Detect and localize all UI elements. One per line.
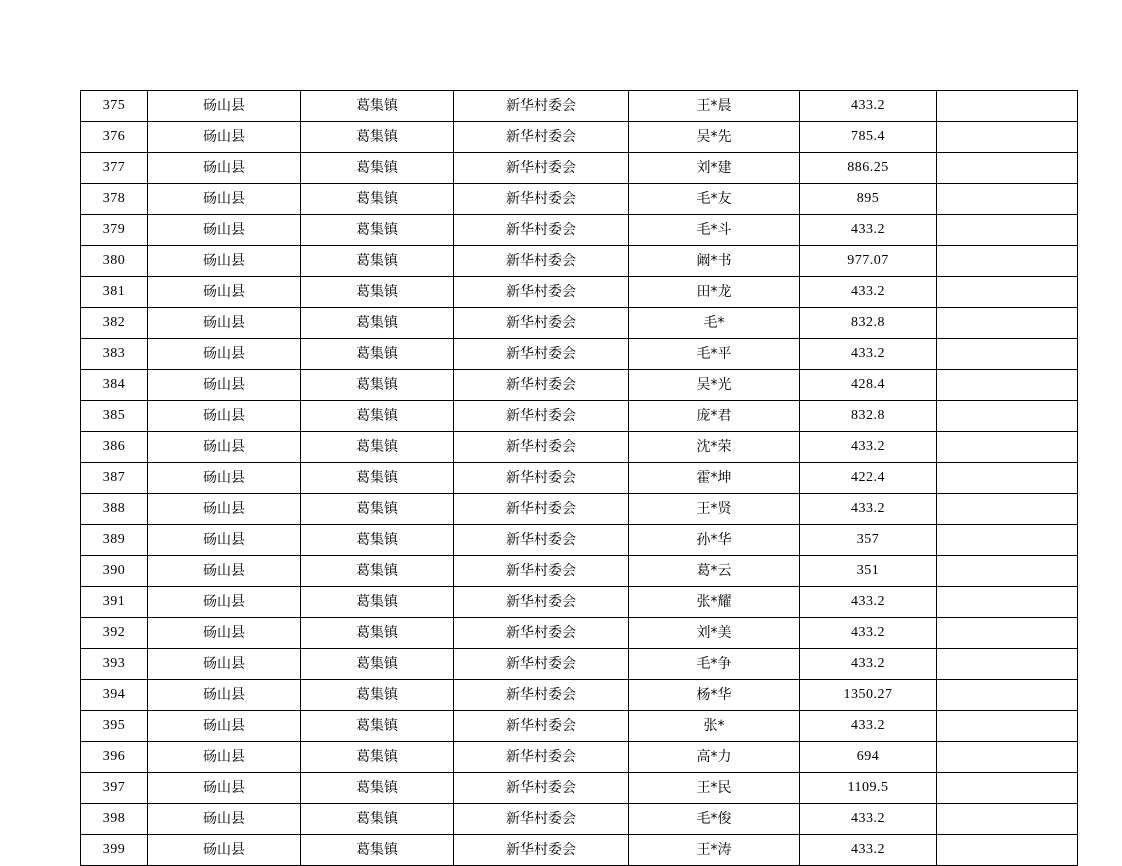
cell-amount: 694 — [800, 742, 937, 773]
cell-village: 新华村委会 — [454, 773, 629, 804]
cell-town: 葛集镇 — [301, 184, 454, 215]
cell-village: 新华村委会 — [454, 587, 629, 618]
cell-name: 孙*华 — [629, 525, 800, 556]
cell-blank — [937, 587, 1078, 618]
cell-county: 砀山县 — [148, 91, 301, 122]
cell-index: 389 — [81, 525, 148, 556]
cell-blank — [937, 494, 1078, 525]
cell-index: 399 — [81, 835, 148, 866]
cell-blank — [937, 153, 1078, 184]
cell-village: 新华村委会 — [454, 556, 629, 587]
cell-county: 砀山县 — [148, 835, 301, 866]
cell-blank — [937, 277, 1078, 308]
table-row — [81, 277, 1078, 308]
cell-index: 384 — [81, 370, 148, 401]
cell-amount: 433.2 — [800, 618, 937, 649]
cell-blank — [937, 122, 1078, 153]
cell-town: 葛集镇 — [301, 742, 454, 773]
cell-town: 葛集镇 — [301, 370, 454, 401]
cell-village: 新华村委会 — [454, 91, 629, 122]
cell-village: 新华村委会 — [454, 618, 629, 649]
cell-index: 382 — [81, 308, 148, 339]
table-row — [81, 742, 1078, 773]
cell-blank — [937, 835, 1078, 866]
cell-name: 刘*美 — [629, 618, 800, 649]
cell-village: 新华村委会 — [454, 184, 629, 215]
cell-blank — [937, 308, 1078, 339]
subsidy-table — [80, 90, 1078, 866]
cell-amount: 1350.27 — [800, 680, 937, 711]
table-row — [81, 525, 1078, 556]
cell-name: 霍*坤 — [629, 463, 800, 494]
table-row — [81, 773, 1078, 804]
cell-village: 新华村委会 — [454, 835, 629, 866]
table-row — [81, 308, 1078, 339]
cell-blank — [937, 680, 1078, 711]
cell-village: 新华村委会 — [454, 494, 629, 525]
cell-county: 砀山县 — [148, 401, 301, 432]
cell-blank — [937, 711, 1078, 742]
cell-amount: 433.2 — [800, 804, 937, 835]
cell-county: 砀山县 — [148, 556, 301, 587]
table-row — [81, 649, 1078, 680]
cell-amount: 351 — [800, 556, 937, 587]
cell-county: 砀山县 — [148, 804, 301, 835]
cell-village: 新华村委会 — [454, 711, 629, 742]
cell-amount: 428.4 — [800, 370, 937, 401]
cell-blank — [937, 804, 1078, 835]
cell-blank — [937, 184, 1078, 215]
table-row — [81, 463, 1078, 494]
cell-village: 新华村委会 — [454, 680, 629, 711]
table-row — [81, 835, 1078, 866]
cell-village: 新华村委会 — [454, 649, 629, 680]
cell-town: 葛集镇 — [301, 556, 454, 587]
cell-blank — [937, 742, 1078, 773]
cell-town: 葛集镇 — [301, 463, 454, 494]
cell-village: 新华村委会 — [454, 401, 629, 432]
cell-town: 葛集镇 — [301, 277, 454, 308]
table-body — [81, 91, 1078, 866]
cell-blank — [937, 773, 1078, 804]
cell-county: 砀山县 — [148, 339, 301, 370]
cell-county: 砀山县 — [148, 370, 301, 401]
cell-name: 庞*君 — [629, 401, 800, 432]
cell-index: 391 — [81, 587, 148, 618]
cell-index: 378 — [81, 184, 148, 215]
cell-index: 395 — [81, 711, 148, 742]
cell-amount: 433.2 — [800, 494, 937, 525]
cell-name: 毛* — [629, 308, 800, 339]
cell-name: 田*龙 — [629, 277, 800, 308]
cell-amount: 433.2 — [800, 215, 937, 246]
cell-name: 王*民 — [629, 773, 800, 804]
table-row — [81, 618, 1078, 649]
cell-county: 砀山县 — [148, 215, 301, 246]
cell-blank — [937, 432, 1078, 463]
cell-town: 葛集镇 — [301, 804, 454, 835]
cell-town: 葛集镇 — [301, 711, 454, 742]
table-row — [81, 370, 1078, 401]
cell-name: 毛*平 — [629, 339, 800, 370]
cell-name: 沈*荣 — [629, 432, 800, 463]
cell-name: 吴*光 — [629, 370, 800, 401]
cell-index: 381 — [81, 277, 148, 308]
cell-index: 390 — [81, 556, 148, 587]
cell-village: 新华村委会 — [454, 215, 629, 246]
cell-county: 砀山县 — [148, 463, 301, 494]
cell-county: 砀山县 — [148, 680, 301, 711]
cell-town: 葛集镇 — [301, 587, 454, 618]
cell-county: 砀山县 — [148, 587, 301, 618]
cell-town: 葛集镇 — [301, 649, 454, 680]
cell-index: 387 — [81, 463, 148, 494]
cell-name: 阚*书 — [629, 246, 800, 277]
cell-amount: 832.8 — [800, 308, 937, 339]
cell-blank — [937, 91, 1078, 122]
cell-county: 砀山县 — [148, 122, 301, 153]
cell-blank — [937, 401, 1078, 432]
cell-amount: 433.2 — [800, 711, 937, 742]
cell-town: 葛集镇 — [301, 339, 454, 370]
cell-village: 新华村委会 — [454, 277, 629, 308]
cell-village: 新华村委会 — [454, 339, 629, 370]
table-row — [81, 494, 1078, 525]
cell-blank — [937, 339, 1078, 370]
cell-name: 刘*建 — [629, 153, 800, 184]
cell-index: 398 — [81, 804, 148, 835]
cell-blank — [937, 463, 1078, 494]
table-row — [81, 556, 1078, 587]
cell-index: 379 — [81, 215, 148, 246]
cell-amount: 433.2 — [800, 91, 937, 122]
cell-town: 葛集镇 — [301, 773, 454, 804]
cell-village: 新华村委会 — [454, 370, 629, 401]
cell-amount: 977.07 — [800, 246, 937, 277]
cell-index: 386 — [81, 432, 148, 463]
cell-amount: 433.2 — [800, 649, 937, 680]
cell-village: 新华村委会 — [454, 525, 629, 556]
cell-index: 393 — [81, 649, 148, 680]
cell-town: 葛集镇 — [301, 308, 454, 339]
cell-county: 砀山县 — [148, 184, 301, 215]
cell-village: 新华村委会 — [454, 463, 629, 494]
cell-town: 葛集镇 — [301, 680, 454, 711]
table-row — [81, 339, 1078, 370]
cell-amount: 1109.5 — [800, 773, 937, 804]
cell-town: 葛集镇 — [301, 153, 454, 184]
cell-index: 376 — [81, 122, 148, 153]
cell-town: 葛集镇 — [301, 525, 454, 556]
cell-county: 砀山县 — [148, 308, 301, 339]
cell-name: 毛*争 — [629, 649, 800, 680]
table-row — [81, 680, 1078, 711]
table-row — [81, 587, 1078, 618]
cell-amount: 832.8 — [800, 401, 937, 432]
cell-town: 葛集镇 — [301, 618, 454, 649]
cell-blank — [937, 556, 1078, 587]
cell-amount: 433.2 — [800, 339, 937, 370]
table-row — [81, 246, 1078, 277]
cell-name: 王*贤 — [629, 494, 800, 525]
cell-name: 杨*华 — [629, 680, 800, 711]
cell-county: 砀山县 — [148, 742, 301, 773]
cell-name: 张*耀 — [629, 587, 800, 618]
cell-county: 砀山县 — [148, 773, 301, 804]
cell-county: 砀山县 — [148, 494, 301, 525]
cell-town: 葛集镇 — [301, 215, 454, 246]
cell-town: 葛集镇 — [301, 91, 454, 122]
cell-town: 葛集镇 — [301, 494, 454, 525]
cell-county: 砀山县 — [148, 525, 301, 556]
cell-name: 毛*俊 — [629, 804, 800, 835]
cell-index: 375 — [81, 91, 148, 122]
cell-index: 392 — [81, 618, 148, 649]
cell-town: 葛集镇 — [301, 122, 454, 153]
cell-index: 394 — [81, 680, 148, 711]
cell-amount: 895 — [800, 184, 937, 215]
cell-name: 王*涛 — [629, 835, 800, 866]
cell-index: 383 — [81, 339, 148, 370]
table-container — [80, 90, 1042, 866]
cell-amount: 886.25 — [800, 153, 937, 184]
table-row — [81, 215, 1078, 246]
cell-amount: 433.2 — [800, 432, 937, 463]
table-row — [81, 122, 1078, 153]
table-row — [81, 804, 1078, 835]
cell-blank — [937, 246, 1078, 277]
cell-index: 377 — [81, 153, 148, 184]
cell-village: 新华村委会 — [454, 804, 629, 835]
cell-blank — [937, 649, 1078, 680]
cell-amount: 785.4 — [800, 122, 937, 153]
cell-village: 新华村委会 — [454, 432, 629, 463]
cell-amount: 433.2 — [800, 277, 937, 308]
cell-county: 砀山县 — [148, 246, 301, 277]
cell-blank — [937, 370, 1078, 401]
cell-village: 新华村委会 — [454, 246, 629, 277]
cell-amount: 357 — [800, 525, 937, 556]
cell-name: 葛*云 — [629, 556, 800, 587]
cell-index: 380 — [81, 246, 148, 277]
cell-index: 385 — [81, 401, 148, 432]
cell-county: 砀山县 — [148, 618, 301, 649]
cell-town: 葛集镇 — [301, 835, 454, 866]
cell-index: 397 — [81, 773, 148, 804]
cell-village: 新华村委会 — [454, 742, 629, 773]
cell-name: 王*晨 — [629, 91, 800, 122]
cell-name: 毛*友 — [629, 184, 800, 215]
table-row — [81, 153, 1078, 184]
cell-index: 396 — [81, 742, 148, 773]
cell-county: 砀山县 — [148, 649, 301, 680]
cell-blank — [937, 525, 1078, 556]
cell-county: 砀山县 — [148, 277, 301, 308]
cell-county: 砀山县 — [148, 432, 301, 463]
cell-name: 高*力 — [629, 742, 800, 773]
table-row — [81, 432, 1078, 463]
cell-village: 新华村委会 — [454, 153, 629, 184]
table-row — [81, 91, 1078, 122]
cell-name: 吴*先 — [629, 122, 800, 153]
table-row — [81, 184, 1078, 215]
cell-index: 388 — [81, 494, 148, 525]
cell-town: 葛集镇 — [301, 401, 454, 432]
cell-amount: 433.2 — [800, 835, 937, 866]
cell-town: 葛集镇 — [301, 432, 454, 463]
table-row — [81, 401, 1078, 432]
table-row — [81, 711, 1078, 742]
cell-amount: 422.4 — [800, 463, 937, 494]
cell-blank — [937, 618, 1078, 649]
cell-village: 新华村委会 — [454, 122, 629, 153]
cell-amount: 433.2 — [800, 587, 937, 618]
cell-village: 新华村委会 — [454, 308, 629, 339]
cell-name: 张* — [629, 711, 800, 742]
cell-county: 砀山县 — [148, 153, 301, 184]
cell-county: 砀山县 — [148, 711, 301, 742]
cell-name: 毛*斗 — [629, 215, 800, 246]
cell-blank — [937, 215, 1078, 246]
cell-town: 葛集镇 — [301, 246, 454, 277]
